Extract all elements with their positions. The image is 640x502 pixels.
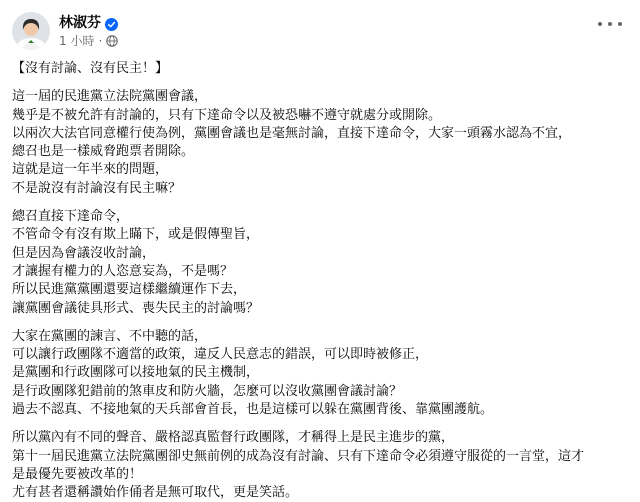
post-header [12,10,628,52]
more-dot [608,22,612,26]
post-text-line: 過去不認真、不接地氣的天兵部會首長，也是這樣可以躲在黨團背後、靠黨團護航。 [12,402,494,418]
post-text-line: 尤有甚者還稱讚始作俑者是無可取代，更是笑話。 [12,485,299,501]
post-text-line: 不管命令有沒有欺上瞞下，或是假傳聖旨， [12,227,260,243]
paragraph-gap [12,78,628,88]
post-text-line: 第十一屆民進黨立法院黨團卻史無前例的成為沒有討論、只有下達命令必須遵守服從的一言堂，這才 [12,448,585,464]
post-text-line: 所以民進黨黨團還要這樣繼續運作下去， [12,282,247,298]
post-meta [59,14,118,49]
post-text-line: 以兩次大法官同意權行使為例，黨團會議也是毫無討論，直接下達命令，大家一頭霧水認為不宜， [12,125,572,141]
author-row [59,14,118,32]
verified-badge-icon [105,16,118,29]
post-text-line: 這一屆的民進黨立法院黨團會議， [12,89,208,105]
post-body [12,60,628,502]
post-text-line: 總召也是一樣威脅跑票者開除。 [12,144,195,160]
post-paragraph [12,429,628,502]
post-timestamp[interactable]: 1 小時 [59,33,95,48]
post-text-line: 但是因為會議沒收討論， [12,245,156,261]
more-options-icon[interactable] [598,18,622,30]
post-text-line: 這就是這一年半來的問題， [12,162,169,178]
post-headline [12,60,628,78]
paragraph-gap [12,419,628,429]
post-text-line: 讓黨團會議徒具形式、喪失民主的討論嗎？ [12,300,260,316]
post-text-line: 是最優先要被改革的！ [12,466,143,482]
post-paragraph [12,208,628,318]
meta-separator: · [98,33,103,48]
post-text-line: 可以讓行政團隊不適當的政策，違反人民意志的錯誤，可以即時被修正， [12,347,429,363]
post-paragraph [12,88,628,198]
globe-icon [106,35,118,47]
post-text-line: 總召直接下達命令， [12,209,130,225]
post-text-line: 大家在黨團的諫言、不中聽的話， [12,328,208,344]
post-text-line: 不是說沒有討論沒有民主嘛？ [12,180,182,196]
post-paragraph [12,328,628,419]
author-name[interactable]: 林淑芬 [59,14,101,31]
more-dot [618,22,622,26]
post-text-line: 才讓握有權力的人恣意妄為，不是嗎？ [12,263,234,279]
post-text-line: 是行政團隊犯錯前的煞車皮和防火牆，怎麼可以沒收黨團會議討論？ [12,383,403,399]
profile-photo-icon [12,12,50,50]
avatar[interactable] [12,12,50,50]
time-row [59,33,118,49]
post-text-line: 所以黨內有不同的聲音、嚴格認真監督行政團隊，才稱得上是民主進步的黨， [12,430,455,446]
more-dot [598,22,602,26]
post-text-line: 幾乎是不被允許有討論的，只有下達命令以及被恐嚇不遵守就處分或開除。 [12,107,442,123]
paragraph-gap [12,198,628,208]
paragraph-gap [12,318,628,328]
post-text-line: 是黨團和行政團隊可以接地氣的民主機制， [12,365,260,381]
post-text-line: 【沒有討論、沒有民主！】 [12,61,169,76]
